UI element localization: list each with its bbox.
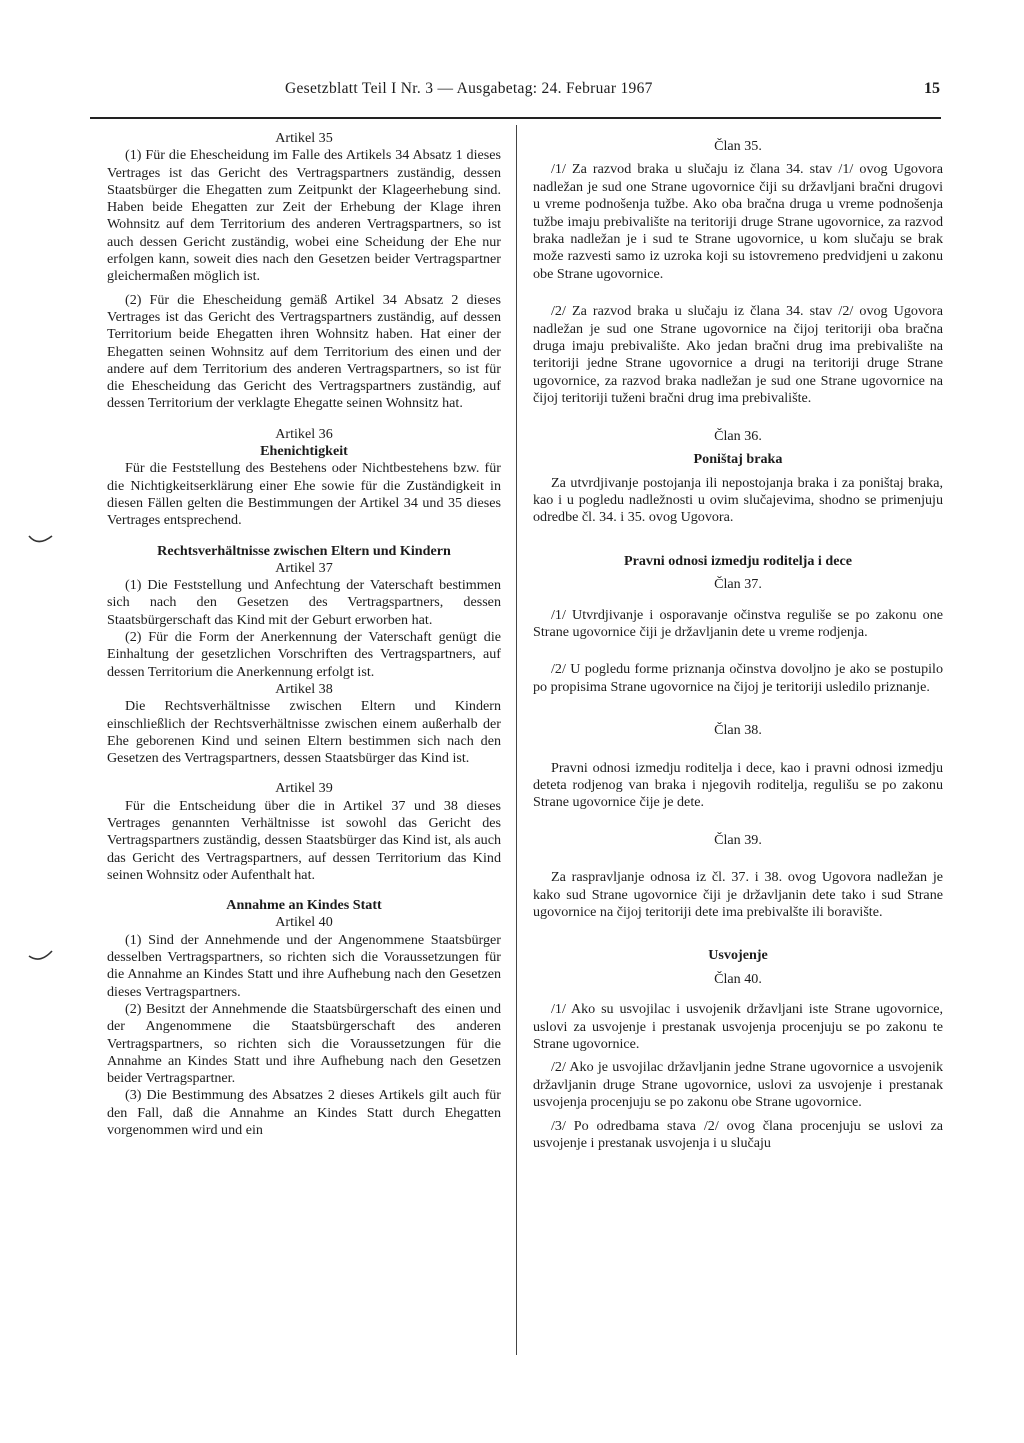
clan-36-paragraph-1: Za utvrdjivanje postojanja ili nepostojanja braka i za poništaj braka, kao i u pogledu nadležnosti u ovim slučajevima, shodno se primenjuju odredbe čl. 34. i 35. ovog Ugovora. [533,474,943,526]
article-36-heading: Ehenichtigkeit [260,443,348,460]
header-rule [90,117,941,119]
running-header [90,80,946,106]
article-35-title: Artikel 35 [275,130,333,146]
clan-40-paragraph-2: /2/ Ako je usvojilac državljanin jedne Strane ugovornice a usvojenik državljanin druge Strane ugovornice, uslovi za usvojenje i prestanak usvojenja procenjuju se po zakonu obe Strane ugovornice. [533,1059,943,1111]
article-39-title: Artikel 39 [275,780,333,797]
article-35-paragraph-2: (2) Für die Ehescheidung gemäß Artikel 34 Absatz 2 dieses Vertrages ist das Gericht des Vertragspartners zuständig, auf dessen Territorium beide Ehegatten ihren Wohnsitz haben. Hat einer der Ehegatten seinen Wohnsitz auf dem Territorium des einen und der andere auf dem Territorium des anderen Vertragspartners, so ist für die Ehescheidung das Gericht des Vertragspartners zuständig, auf dessen Territorium der verklagte Ehegatte seinen Wohnsitz hat. [107,291,501,412]
header-title: Gesetzblatt Teil I Nr. 3 — Ausgabetag: 24. Februar 1967 [285,80,653,97]
section-heading-roditelji-deca: Pravni odnosi izmedju roditelja i dece [624,552,852,569]
clan-40-title: Član 40. [714,970,762,987]
section-heading-eltern-kinder: Rechtsverhältnisse zwischen Eltern und Kindern [157,542,451,559]
section-heading-annahme: Annahme an Kindes Statt [226,897,382,914]
clan-38-title: Član 38. [714,722,762,739]
article-40-paragraph-1: (1) Sind der Annehmende und der Angenommene Staatsbürger desselben Vertragspartners, so richten sich die Voraussetzungen für die Annahme an Kindes Statt und ihre Aufhebung nach den Gesetzen dieses Vertragspartners. [107,931,501,1000]
section-heading-usvojenje: Usvojenje [708,947,768,964]
clan-39-title: Član 39. [714,831,762,848]
article-40-paragraph-3: (3) Die Bestimmung des Absatzes 2 dieses Artikels gilt auch für den Fall, daß die Annahme an Kindes Statt durch Ehegatten vorgenommen wird und ein [107,1087,501,1139]
clan-35-title: Član 35. [714,138,762,154]
clan-40-paragraph-1: /1/ Ako su usvojilac i usvojenik državljani iste Strane ugovornice, uslovi za usvojenje i prestanak usvojenja procenjuju se po zakonu te Strane ugovornice. [533,1001,943,1053]
article-39-paragraph-1: Für die Entscheidung über die in Artikel 37 und 38 dieses Vertrages genannten Verhältnisse ist sowohl das Gericht des Vertragspartners zuständig, dessen Staatsbürger das Kind ist, als auch das Gericht des Vertragspartners, auf dessen Territorium das Kind seinen Wohnsitz oder Aufenthalt hat. [107,797,501,883]
clan-37-paragraph-1: /1/ Utvrdjivanje i osporavanje očinstva reguliše se po zakonu one Strane ugovornice čiji je državljanin dete u vreme rodjenja. [533,606,943,640]
article-37-title: Artikel 37 [275,559,333,576]
column-divider [516,125,517,1355]
clan-36-heading: Poništaj braka [693,451,783,468]
article-36-title: Artikel 36 [275,425,333,442]
page-number: 15 [924,80,940,97]
german-column [107,130,501,1139]
clan-39-paragraph-1: Za raspravljanje odnosa iz čl. 37. i 38. ovog Ugovora nadležan je kako sud Strane ugovornice čiji je državljanin dete tako i sud Strane ugovornice na čijoj teritoriji dete ima prebivalšte ili boravište. [533,869,943,920]
article-38-paragraph-1: Die Rechtsverhältnisse zwischen Eltern und Kindern einschließlich der Rechtsverhältnisse zwischen einem außerhalb der Ehe geborenen Kind und seinen Eltern bestimmen sich nach den Gesetzen des Vertragspartners, dessen Staatsbürger das Kind ist. [107,698,501,767]
clan-35-paragraph-2: /2/ Za razvod braka u slučaju iz člana 34. stav /2/ ovog Ugovora nadležan je sud one Strane ugovornice na čijoj teritoriji oba bračna druga imaju prebivalište. Ako jedan bračni drug ima prebivalište na teritoriji jedne Strane ugovornice a drugi na teritoriji druge Strane ugovornice, za razvod braka nadležan je sud one Strane ugovornice na čijoj teritoriji tuženi bračni drug ima prebivalište. [533,303,943,407]
clan-38-paragraph-1: Pravni odnosi izmedju roditelja i dece, kao i pravni odnosi izmedju deteta rodjenog van braka i njegovih roditelja, regulišu se po zakonu Strane ugovornice čije je dete. [533,759,943,811]
article-40-paragraph-2: (2) Besitzt der Annehmende die Staatsbürgerschaft des einen und der Angenommene die Staatsbürgerschaft des anderen Vertragspartners, so richten sich die Voraussetzungen für die Annahme an Kindes Statt und ihre Aufhebung nach den Gesetzen beider Vertragspartner. [107,1000,501,1087]
article-38-title: Artikel 38 [275,680,333,697]
article-37-paragraph-1: (1) Die Feststellung und Anfechtung der Vaterschaft bestimmen sich nach den Gesetzen des Vertragspartners, dessen Staatsbürgerschaft das Kind mit der Geburt erworben hat. [107,577,501,628]
article-35-paragraph-1: (1) Für die Ehescheidung im Falle des Artikels 34 Absatz 1 dieses Vertrages ist das Gericht des Vertragspartners zuständig, dessen Staatsbürger die Ehegatten zum Zeitpunkt der Klageerhebung sind. Haben beide Ehegatten zur Zeit der Erhebung der Klage ihren Wohnsitz auf dem Territorium des anderen Vertragspartners, so ist auch dessen Gericht zuständig, wobei eine Scheidung der Ehe nur erfolgen kann, soweit dies nach den Gesetzen beider Vertragspartner gleichermaßen möglich ist. [107,147,501,285]
margin-check-mark-icon [28,950,54,964]
clan-37-title: Član 37. [714,576,762,593]
clan-40-paragraph-3: /3/ Po odredbama stava /2/ ovog člana procenjuju se uslovi za usvojenje i prestanak usvojenja i u slučaju [533,1117,943,1152]
margin-check-mark-icon [28,533,54,547]
article-40-title: Artikel 40 [275,914,333,931]
serbocroatian-column [533,138,943,1152]
article-36-paragraph-1: Für die Feststellung des Bestehens oder Nichtbestehens bzw. für die Nichtigkeitserklärung einer Ehe sowie für die Zuständigkeit in diesen Fällen gelten die Bestimmungen der Artikel 34 und 35 dieses Vertrages entsprechend. [107,460,501,529]
clan-35-paragraph-1: /1/ Za razvod braka u slučaju iz člana 34. stav /1/ ovog Ugovora nadležan je sud one Strane ugovornice čiji su državljani bračni drugovi u vreme podnošenja tužbe. Ako oba bračna druga u vreme podnošenja tužbe imaju prebivalište na teritoriji druge Strane ugovornice, za razvod braka nadležan je i sud te Strane ugovornice, u kom slučaju se brak može razvesti samo iz uzroka koji su istovremeno predvidjeni u zakonu obe Strane ugovornice. [533,161,943,282]
clan-37-paragraph-2: /2/ U pogledu forme priznanja očinstva dovoljno je ako se postupilo po propisima Strane ugovornice na čijoj je teritoriji usledilo priznanje. [533,661,943,695]
article-37-paragraph-2: (2) Für die Form der Anerkennung der Vaterschaft genügt die Einhaltung der gesetzlichen Vorschriften des Vertragspartners, auf dessen Territorium die Anerkennung erfolgt ist. [107,629,501,680]
clan-36-title: Član 36. [714,427,762,444]
